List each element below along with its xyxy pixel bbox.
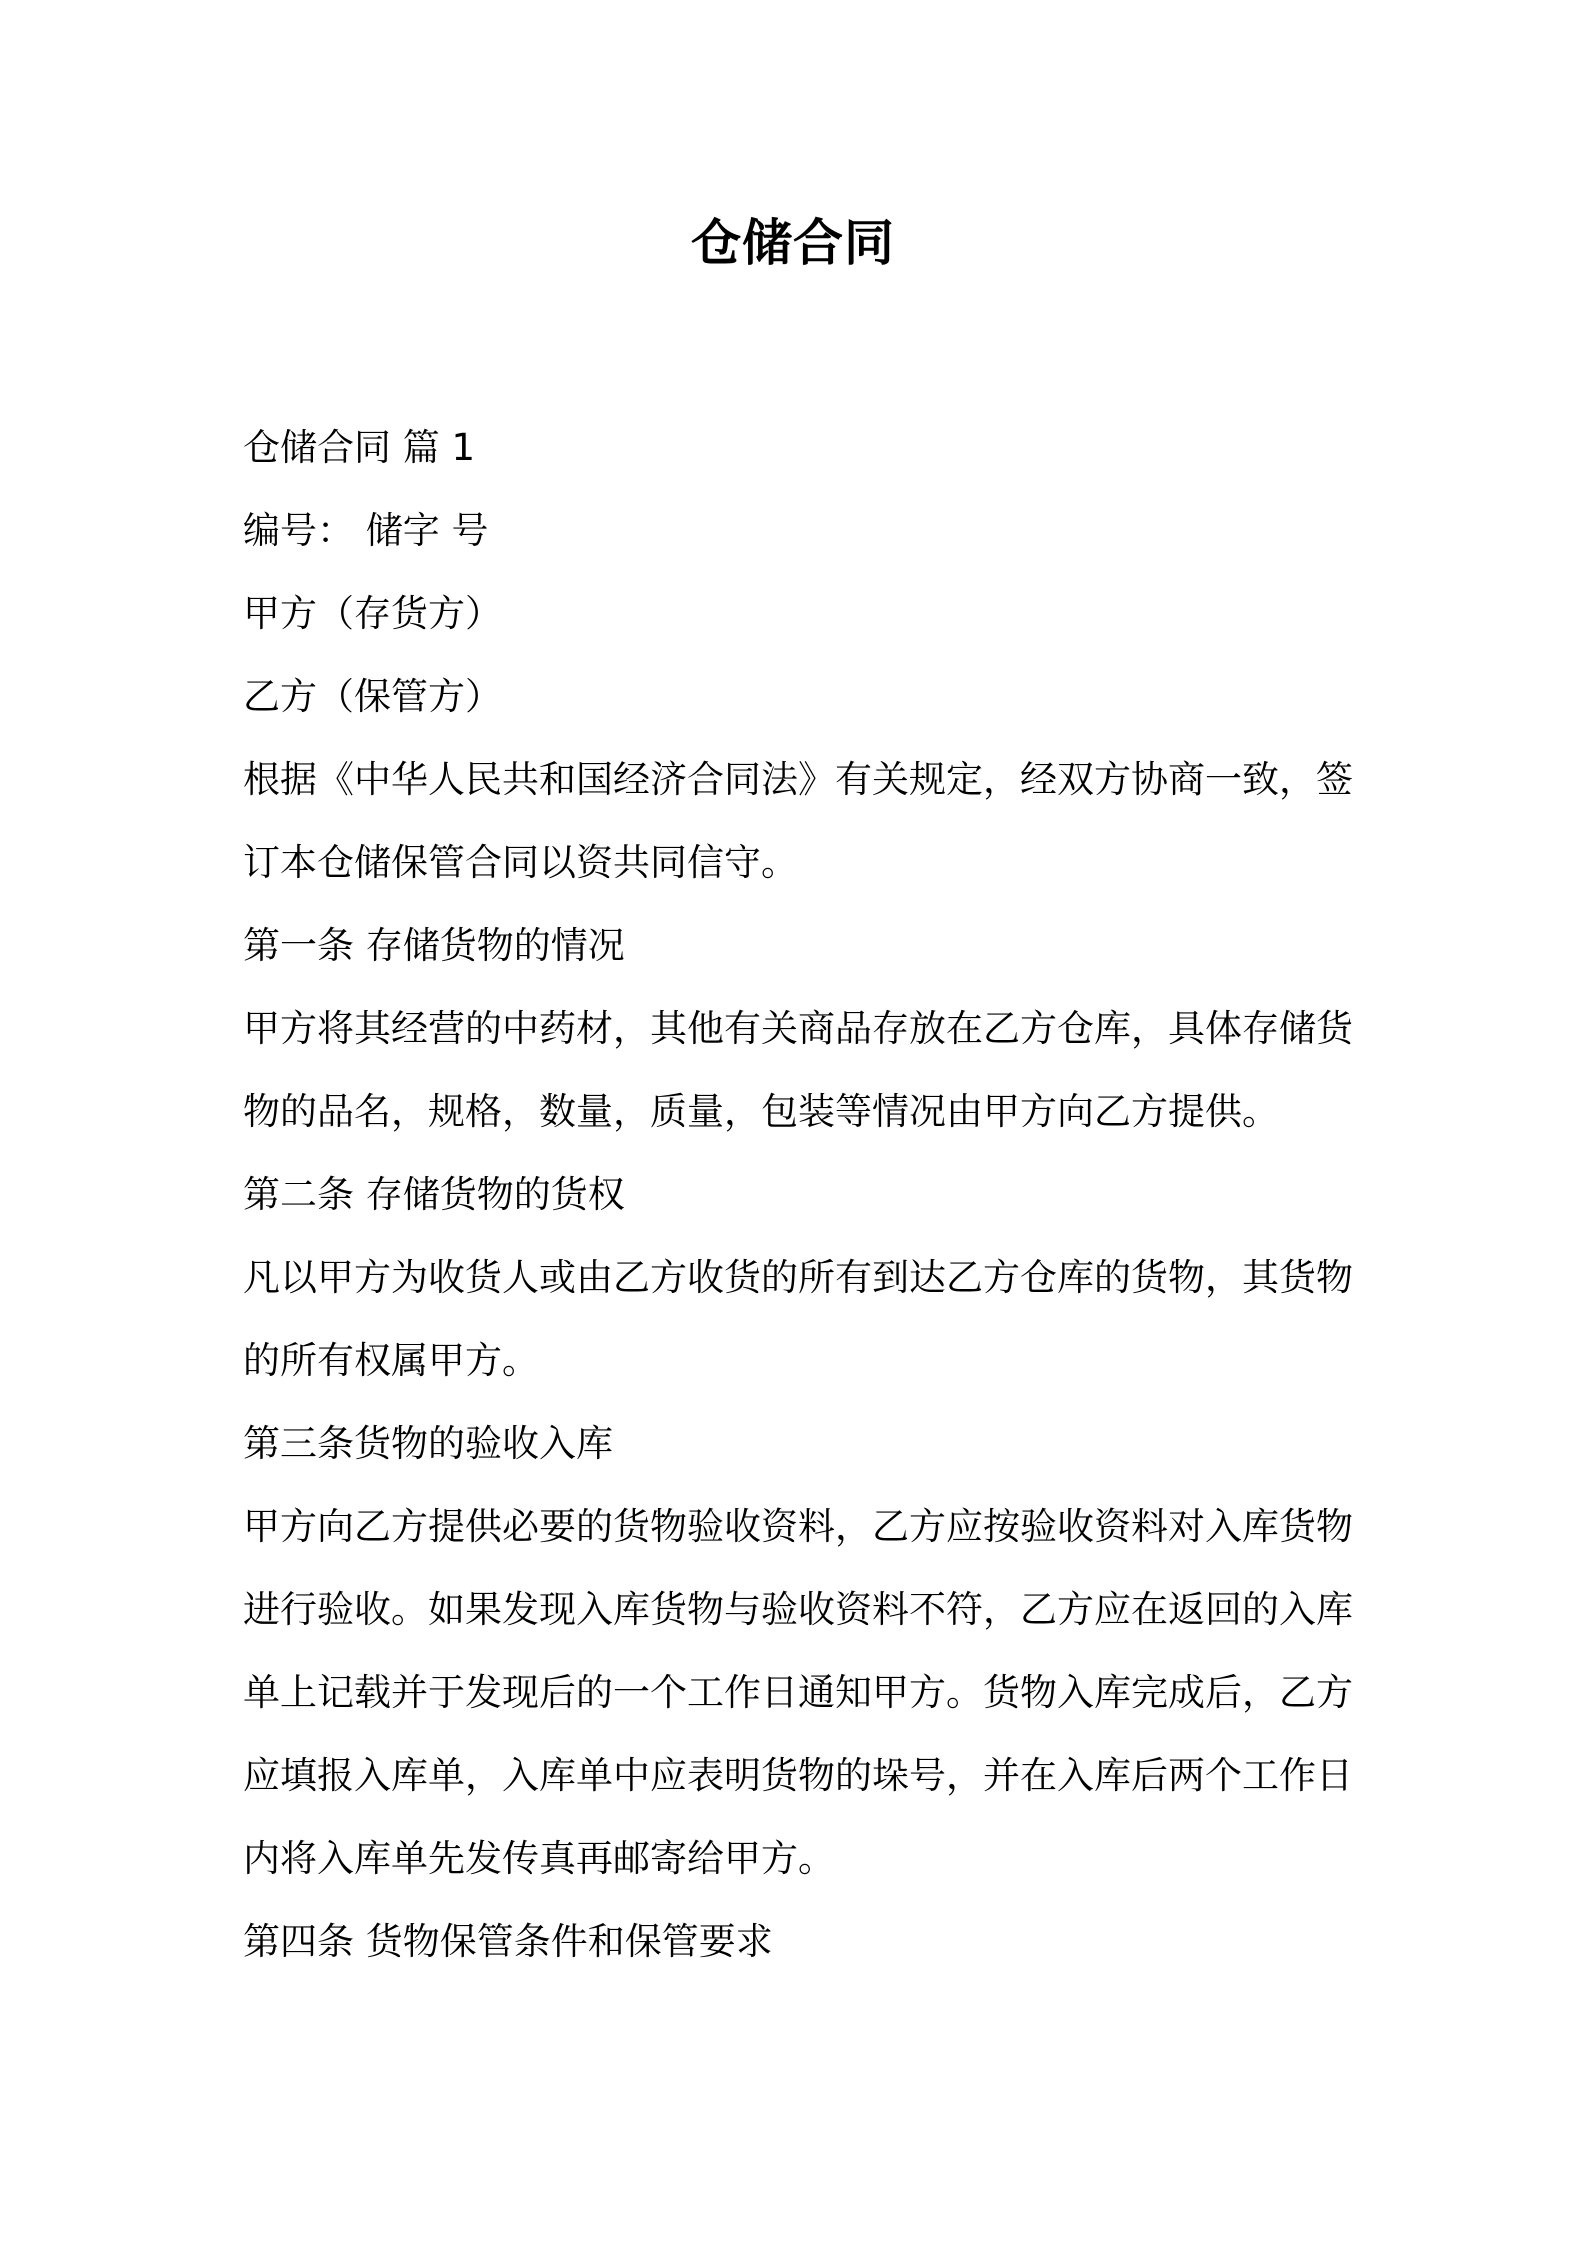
document-line: 凡以甲方为收货人或由乙方收货的所有到达乙方仓库的货物，其货物: [243, 1256, 1353, 1299]
document-line: 编号： 储字 号: [243, 509, 489, 552]
document-line: 的所有权属甲方。: [243, 1339, 539, 1382]
document-line: 物的品名，规格，数量，质量，包装等情况由甲方向乙方提供。: [243, 1090, 1279, 1133]
document-line: 内将入库单先发传真再邮寄给甲方。: [243, 1837, 835, 1880]
document-title: 仓储合同: [691, 214, 895, 272]
document-line: 仓储合同 篇 1: [243, 426, 476, 469]
document-line: 根据《中华人民共和国经济合同法》有关规定，经双方协商一致，签: [243, 758, 1353, 801]
document-line: 单上记载并于发现后的一个工作日通知甲方。货物入库完成后，乙方: [243, 1671, 1353, 1714]
document-line: 第二条 存储货物的货权: [243, 1173, 625, 1216]
document-body: [243, 406, 1353, 1983]
document-line: 甲方将其经营的中药材，其他有关商品存放在乙方仓库，具体存储货: [243, 1007, 1353, 1050]
document-line: 甲方（存货方）: [243, 592, 502, 635]
document-line: 第四条 货物保管条件和保管要求: [243, 1920, 773, 1963]
document-line: 乙方（保管方）: [243, 675, 502, 718]
document-line: 进行验收。如果发现入库货物与验收资料不符，乙方应在返回的入库: [243, 1588, 1353, 1631]
document-line: 应填报入库单，入库单中应表明货物的垛号，并在入库后两个工作日: [243, 1754, 1353, 1797]
document-line: 第一条 存储货物的情况: [243, 924, 625, 967]
document-line: 订本仓储保管合同以资共同信守。: [243, 841, 798, 884]
document-line: 甲方向乙方提供必要的货物验收资料，乙方应按验收资料对入库货物: [243, 1505, 1353, 1548]
document-line: 第三条货物的验收入库: [243, 1422, 613, 1465]
